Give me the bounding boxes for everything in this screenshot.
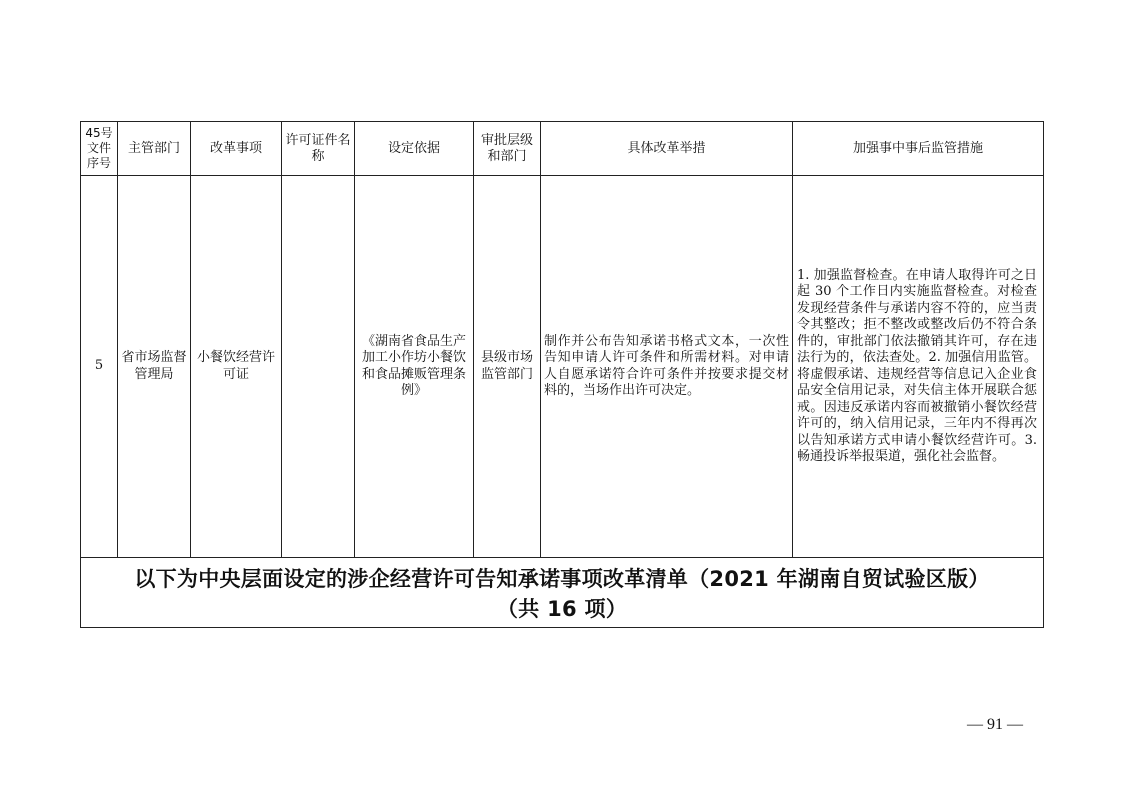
table-row bbox=[81, 176, 1044, 558]
banner-count: （共 16 项） bbox=[496, 597, 628, 621]
header-license-name: 许可证件名称 bbox=[282, 122, 355, 176]
cell-reform-item: 小餐饮经营许可证 bbox=[191, 176, 282, 558]
section-banner-row bbox=[81, 558, 1044, 628]
banner-title: 以下为中央层面设定的涉企经营许可告知承诺事项改革清单（2021 年湖南自贸试验区版） bbox=[134, 567, 990, 591]
cell-supervision: 1. 加强监督检查。在申请人取得许可之日起 30 个工作日内实施监督检查。对检查发现经营条件与承诺内容不符的，应当责令其整改；拒不整改或整改后仍不符合条件的，审批部门依法撤销其许可，存在违法行为的，依法查处。2. 加强信用监管。将虚假承诺、违规经营等信息记入企业食品安全信用记录，对失信主体开展联合惩戒。因违反承诺内容而被撤销小餐饮经营许可的，纳入信用记录，三年内不得再次以告知承诺方式申请小餐饮经营许可。3.畅通投诉举报渠道，强化社会监督。 bbox=[793, 176, 1044, 558]
section-banner bbox=[81, 558, 1044, 628]
header-department: 主管部门 bbox=[118, 122, 191, 176]
cell-approval: 县级市场监管部门 bbox=[474, 176, 541, 558]
cell-license-name bbox=[282, 176, 355, 558]
cell-basis: 《湖南省食品生产加工小作坊小餐饮和食品摊贩管理条例》 bbox=[355, 176, 474, 558]
table-header-row bbox=[81, 122, 1044, 176]
header-basis: 设定依据 bbox=[355, 122, 474, 176]
page-number: — 91 — bbox=[967, 716, 1023, 733]
header-seq: 45号文件序号 bbox=[81, 122, 118, 176]
reform-list-table bbox=[80, 121, 1044, 628]
header-reform-item: 改革事项 bbox=[191, 122, 282, 176]
cell-measures: 制作并公布告知承诺书格式文本，一次性告知申请人许可条件和所需材料。对申请人自愿承诺符合许可条件并按要求提交材料的，当场作出许可决定。 bbox=[541, 176, 793, 558]
header-supervision: 加强事中事后监管措施 bbox=[793, 122, 1044, 176]
cell-seq: 5 bbox=[81, 176, 118, 558]
cell-department: 省市场监督管理局 bbox=[118, 176, 191, 558]
header-approval: 审批层级和部门 bbox=[474, 122, 541, 176]
header-measures: 具体改革举措 bbox=[541, 122, 793, 176]
